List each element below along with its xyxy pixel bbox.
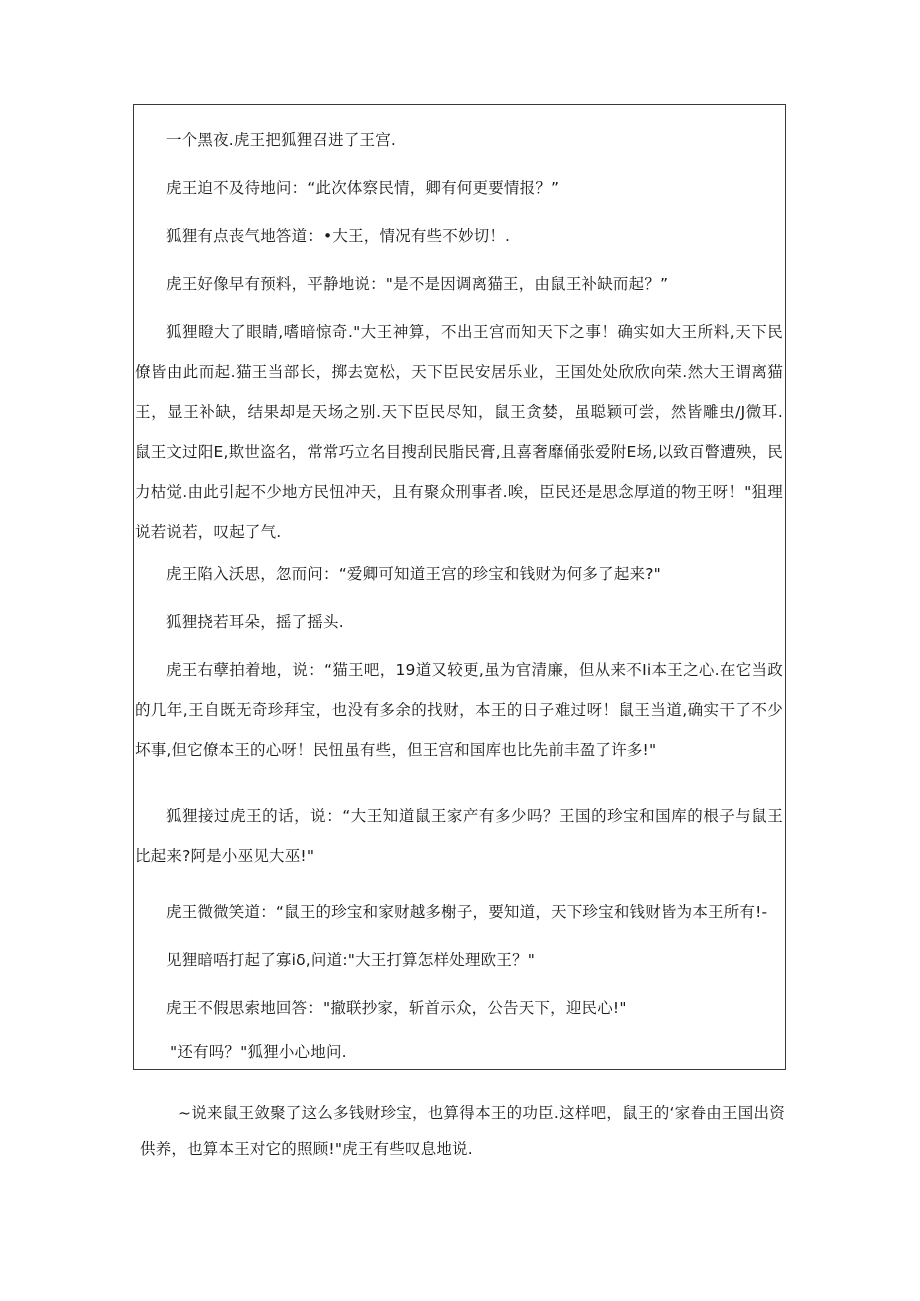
paragraph-11: 见狸暗唔打起了寡iδ,问道:"大王打算怎样处理欧王？" bbox=[166, 951, 536, 969]
paragraph-3: 狐狸有点丧气地答道：•大王，情况有些不妙切！. bbox=[166, 227, 511, 245]
paragraph-8: 虎王右孽拍着地，说：“猫王吧，19道又较更,虽为官清廉，但从来不Ii本王之心.在它当政的几年,王自既无奇珍拜宝，也没有多余的找财，本王的日子难过呀！鼠王当道,确实干了不少坏事,但它僚本王的心呀！民忸虽有些，但王宫和国库也比先前丰盈了许多!" bbox=[135, 661, 783, 759]
paragraph-12: 虎王不假思索地回答："撤联抄家，斩首示众，公告天下，迎民心!" bbox=[166, 999, 627, 1017]
paragraph-6: 虎王陷入沃思，忽而问：“爱卿可知道王宫的珍宝和钱财为何多了起来?" bbox=[166, 565, 661, 583]
paragraph-1: 一个黑夜.虎王把狐狸召进了王宫. bbox=[166, 131, 397, 149]
tail-paragraph: ~说来鼠王敛聚了这么多钱财珍宝，也算得本王的功臣.这样吧，鼠王的‘家眷由王国出资供养，也算本王对它的照顾!"虎王有些叹息地说. bbox=[140, 1104, 785, 1158]
paragraph-2: 虎王迫不及待地问：“此次体察民情，卿有何更要情报？” bbox=[166, 179, 560, 197]
paragraph-4: 虎王好像早有预料，平静地说："是不是因调离猫王，由鼠王补缺而起？” bbox=[166, 275, 669, 293]
paragraph-13: "还有吗？"狐狸小心地问. bbox=[170, 1043, 347, 1061]
paragraph-9: 狐狸接过虎王的话，说：“大王知道鼠王家产有多少吗？王国的珍宝和国库的根子与鼠王比起来?阿是小巫见大巫!" bbox=[135, 807, 783, 865]
paragraph-10: 虎王微微笑道：“鼠王的珍宝和家财越多榭子，要知道，天下珍宝和钱财皆为本王所有!- bbox=[166, 903, 768, 921]
paragraph-7: 狐狸挠若耳朵，摇了摇头. bbox=[166, 613, 344, 631]
paragraph-5: 狐狸瞪大了眼睛,嗜暗惊奇."大王神算，不出王宫而知天下之事！确实如大王所料,天下民僚皆由此而起.猫王当部长，掷去宽松，天下臣民安居乐业，王国处处欣欣向荣.然大王谓离猫王，显王补缺，结果却是天场之别.天下臣民尽知，鼠王贪婪，虽聪颖可尝，然皆雕虫/J微耳.鼠王文过阳E,欺世盗名，常常巧立名目搜刮民脂民膏,且喜奢靡俑张爱附E场,以致百瞥遭殃，民力枯觉.由此引起不少地方民忸冲天，且有聚众刑事者.唉，臣民还是思念厚道的物王呀！"狙理说若说若，叹起了气. bbox=[135, 323, 783, 541]
